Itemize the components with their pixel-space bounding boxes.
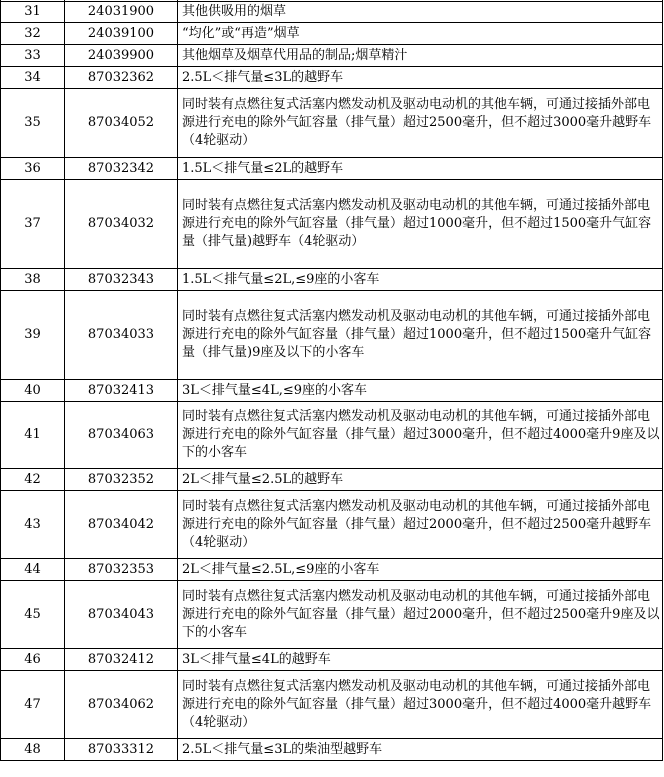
commodity-code: 87032343 <box>65 269 178 291</box>
commodity-description: 同时装有点燃往复式活塞内燃发动机及驱动电动机的其他车辆，可通过接插外部电源进行充电的除外气缸容量（排气量）超过1000毫升，但不超过1500毫升气缸容量（排气量)9座及以下的小客车 <box>178 291 663 380</box>
commodity-description: 3L＜排气量≤4L的越野车 <box>178 649 663 671</box>
row-number: 32 <box>1 23 65 45</box>
commodity-description: “均化”或“再造”烟草 <box>178 23 663 45</box>
table-row <box>1 739 663 761</box>
row-number: 33 <box>1 45 65 67</box>
row-number: 34 <box>1 67 65 89</box>
commodity-code: 87034043 <box>65 581 178 649</box>
row-number: 42 <box>1 469 65 491</box>
row-number: 38 <box>1 269 65 291</box>
commodity-description: 同时装有点燃往复式活塞内燃发动机及驱动电动机的其他车辆，可通过接插外部电源进行充电的除外气缸容量（排气量）超过3000毫升，但不超过4000毫升9座及以下的小客车 <box>178 402 663 469</box>
row-number: 41 <box>1 402 65 469</box>
table-row <box>1 291 663 380</box>
commodity-code: 87032362 <box>65 67 178 89</box>
commodity-description: 其他烟草及烟草代用品的制品;烟草精汁 <box>178 45 663 67</box>
table-row <box>1 671 663 739</box>
table-row <box>1 158 663 180</box>
commodity-description: 1.5L＜排气量≤2L的越野车 <box>178 158 663 180</box>
commodity-description: 2L＜排气量≤2.5L,≤9座的小客车 <box>178 559 663 581</box>
commodity-code: 87032353 <box>65 559 178 581</box>
commodity-code: 87034033 <box>65 291 178 380</box>
row-number: 36 <box>1 158 65 180</box>
commodity-description: 其他供吸用的烟草 <box>178 2 663 23</box>
commodity-description: 1.5L＜排气量≤2L,≤9座的小客车 <box>178 269 663 291</box>
commodity-description: 2.5L＜排气量≤3L的越野车 <box>178 67 663 89</box>
table-row <box>1 45 663 67</box>
commodity-code: 87034052 <box>65 89 178 158</box>
commodity-code: 87034062 <box>65 671 178 739</box>
commodity-code: 87032412 <box>65 649 178 671</box>
row-number: 31 <box>1 2 65 23</box>
commodity-code: 87032342 <box>65 158 178 180</box>
table-row <box>1 581 663 649</box>
commodity-code: 87033312 <box>65 739 178 761</box>
row-number: 46 <box>1 649 65 671</box>
table-row <box>1 649 663 671</box>
commodity-description: 同时装有点燃往复式活塞内燃发动机及驱动电动机的其他车辆，可通过接插外部电源进行充电的除外气缸容量（排气量）超过2000毫升，但不超过2500毫升越野车（4轮驱动） <box>178 491 663 559</box>
commodity-code: 87034042 <box>65 491 178 559</box>
row-number: 37 <box>1 180 65 269</box>
commodity-code: 24039900 <box>65 45 178 67</box>
row-number: 39 <box>1 291 65 380</box>
commodity-code: 24031900 <box>65 2 178 23</box>
row-number: 35 <box>1 89 65 158</box>
table-row <box>1 380 663 402</box>
row-number: 47 <box>1 671 65 739</box>
table-row <box>1 180 663 269</box>
commodity-description: 2L＜排气量≤2.5L的越野车 <box>178 469 663 491</box>
commodity-code: 87032352 <box>65 469 178 491</box>
row-number: 45 <box>1 581 65 649</box>
commodity-code: 87032413 <box>65 380 178 402</box>
table-row <box>1 2 663 23</box>
table-row <box>1 269 663 291</box>
commodity-description: 3L＜排气量≤4L,≤9座的小客车 <box>178 380 663 402</box>
table-row <box>1 469 663 491</box>
table-row <box>1 67 663 89</box>
commodity-description: 同时装有点燃往复式活塞内燃发动机及驱动电动机的其他车辆，可通过接插外部电源进行充电的除外气缸容量（排气量）超过2000毫升，但不超过2500毫升9座及以下的小客车 <box>178 581 663 649</box>
table-row <box>1 23 663 45</box>
commodity-code: 87034063 <box>65 402 178 469</box>
row-number: 48 <box>1 739 65 761</box>
row-number: 40 <box>1 380 65 402</box>
commodity-code: 87034032 <box>65 180 178 269</box>
table-row <box>1 491 663 559</box>
commodity-description: 2.5L＜排气量≤3L的柴油型越野车 <box>178 739 663 761</box>
row-number: 43 <box>1 491 65 559</box>
commodity-description: 同时装有点燃往复式活塞内燃发动机及驱动电动机的其他车辆，可通过接插外部电源进行充电的除外气缸容量（排气量）超过2500毫升，但不超过3000毫升越野车（4轮驱动） <box>178 89 663 158</box>
table-row <box>1 89 663 158</box>
commodity-description: 同时装有点燃往复式活塞内燃发动机及驱动电动机的其他车辆，可通过接插外部电源进行充电的除外气缸容量（排气量）超过3000毫升，但不超过4000毫升越野车（4轮驱动） <box>178 671 663 739</box>
table-row <box>1 559 663 581</box>
row-number: 44 <box>1 559 65 581</box>
commodity-description: 同时装有点燃往复式活塞内燃发动机及驱动电动机的其他车辆，可通过接插外部电源进行充电的除外气缸容量（排气量）超过1000毫升，但不超过1500毫升气缸容量（排气量)越野车（4轮驱动） <box>178 180 663 269</box>
table-body <box>1 0 663 761</box>
commodity-code: 24039100 <box>65 23 178 45</box>
table-row <box>1 402 663 469</box>
